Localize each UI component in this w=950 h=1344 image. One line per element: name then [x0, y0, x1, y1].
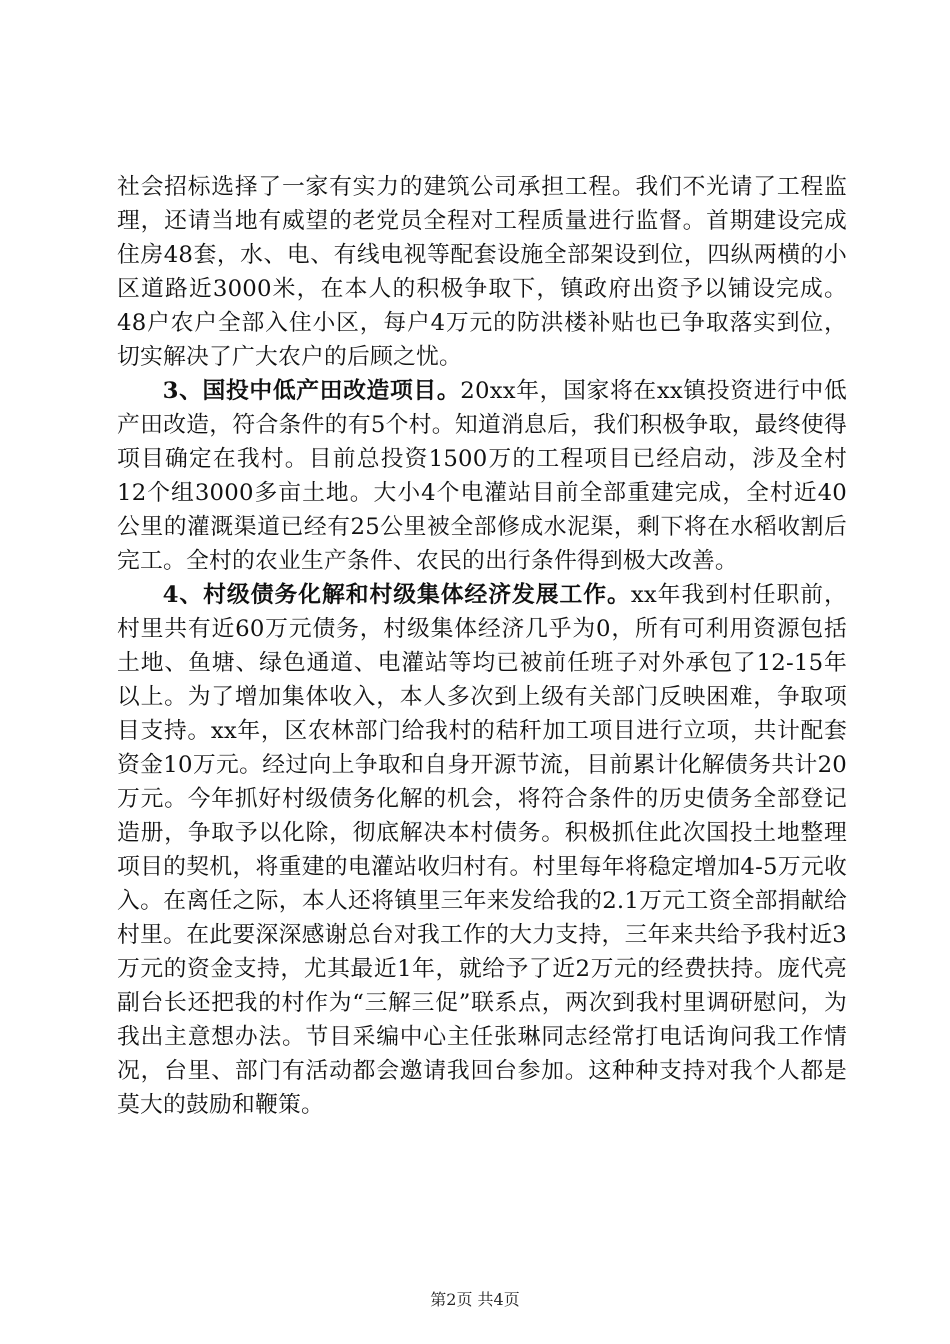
section-heading: 3、国投中低产田改造项目。	[162, 378, 461, 404]
paragraph-text: xx年我到村任职前，村里共有近60万元债务，村级集体经济几乎为0，所有可利用资源包括土地、鱼塘、绿色通道、电灌站等均已被前任班子对外承包了12-15年以上。为了增加集体收入，本人多次到上级有关部门反映困难，争取项目支持。xx年，区农林部门给我村的秸秆加工项目进行立项，共计配套资金10万元。经过向上争取和自身开源节流，目前累计化解债务共计20万元。今年抓好村级债务化解的机会，将符合条件的历史债务全部登记造册，争取予以化除，彻底解决本村债务。积极抓住此次国投土地整理项目的契机，将重建的电灌站收归村有。村里每年将稳定增加4-5万元收入。在离任之际，本人还将镇里三年来发给我的2.1万元工资全部捐献给村里。在此要深深感谢总台对我工作的大力支持，三年来共给予我村近3万元的资金支持，尤其最近1年，就给予了近2万元的经费扶持。庞代亮副台长还把我的村作为“三解三促”联系点，两次到我村里调研慰问，为我出主意想办法。节目采编中心主任张琳同志经常打电话询问我工作情况，台里、部门有活动都会邀请我回台参加。这种种支持对我个人都是莫大的鼓励和鞭策。	[117, 582, 847, 1118]
page-number: 第2页 共4页	[430, 1290, 520, 1309]
paragraph-text: 社会招标选择了一家有实力的建筑公司承担工程。我们不光请了工程监理，还请当地有威望的老党员全程对工程质量进行监督。首期建设完成住房48套，水、电、有线电视等配套设施全部架设到位，四纵两横的小区道路近3000米，在本人的积极争取下，镇政府出资予以铺设完成。48户农户全部入住小区，每户4万元的防洪楼补贴也已争取落实到位，切实解决了广大农户的后顾之忧。	[117, 174, 847, 370]
paragraph-housing-continuation	[117, 170, 847, 374]
paragraph-debt-resolution	[117, 578, 847, 1122]
paragraph-farmland-project	[117, 374, 847, 578]
document-body	[117, 170, 847, 1122]
paragraph-text: 20xx年，国家将在xx镇投资进行中低产田改造，符合条件的有5个村。知道消息后，我们积极争取，最终使得项目确定在我村。目前总投资1500万的工程项目已经启动，涉及全村12个组3000多亩土地。大小4个电灌站目前全部重建完成，全村近40公里的灌溉渠道已经有25公里被全部修成水泥渠，剩下将在水稻收割后完工。全村的农业生产条件、农民的出行条件得到极大改善。	[117, 378, 847, 574]
section-heading: 4、村级债务化解和村级集体经济发展工作。	[162, 582, 631, 608]
page-footer	[0, 1290, 950, 1310]
